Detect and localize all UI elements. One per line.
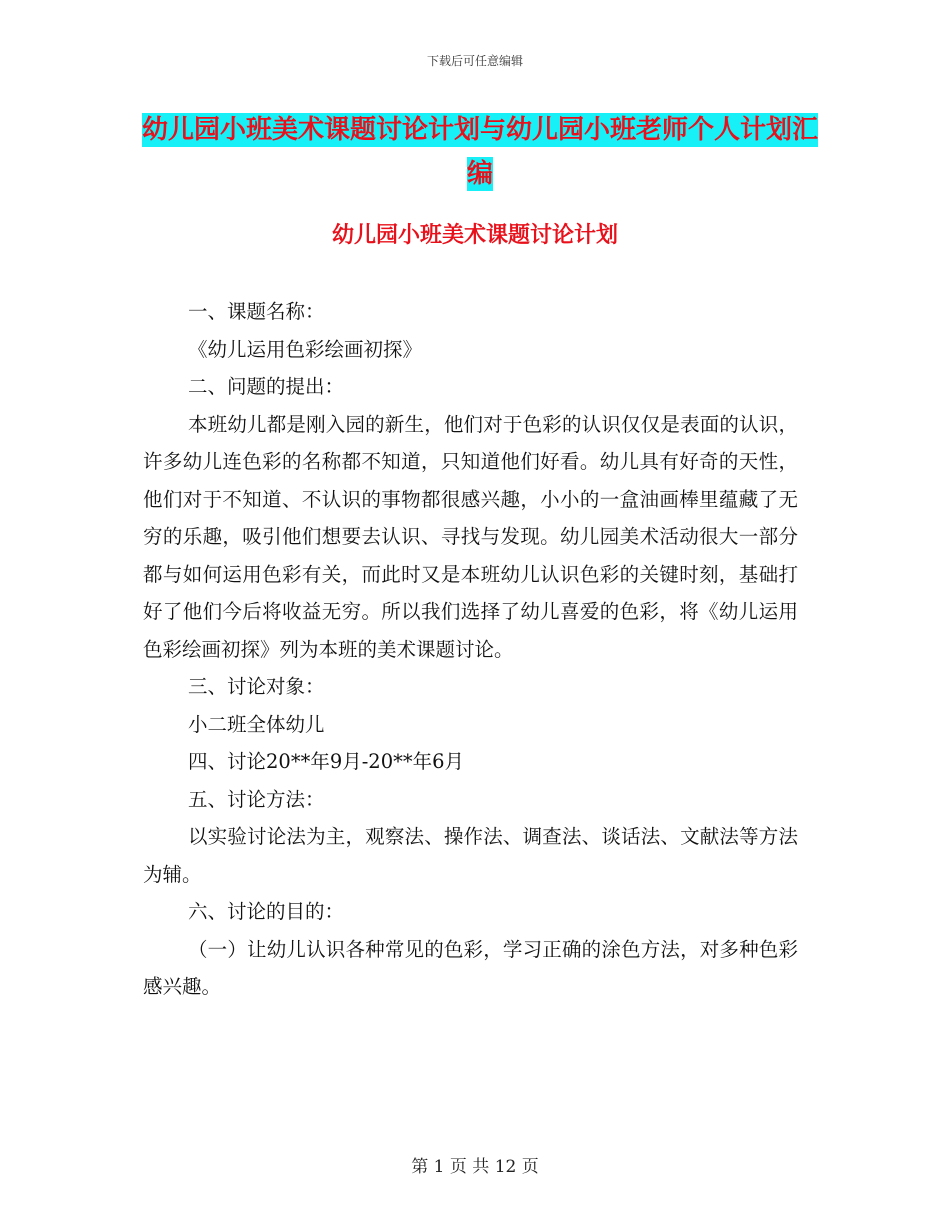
heading-subjects: 三、讨论对象： [188, 675, 325, 698]
document-title [140, 108, 820, 196]
heading-period: 四、讨论20**年9月-20**年6月 [188, 750, 465, 773]
page-footer: 第 1 页 共 12 页 [411, 1157, 539, 1177]
subjects-value: 小二班全体幼儿 [188, 712, 325, 736]
heading-problem: 二、问题的提出： [188, 375, 345, 398]
topic-name-value: 《幼儿运用色彩绘画初探》 [188, 337, 423, 361]
problem-paragraph: 本班幼儿都是刚入园的新生，他们对于色彩的认识仅仅是表面的认识，许多幼儿连色彩的名称都不知道，只知道他们好看。幼儿具有好奇的天性，他们对于不知道、不认识的事物都很感兴趣，小小的一盒油画棒里蕴藏了无穷的乐趣，吸引他们想要去认识、寻找与发现。幼儿园美术活动很大一部分都与如何运用色彩有关，而此时又是本班幼儿认识色彩的关键时刻，基础打好了他们今后将收益无穷。所以我们选择了幼儿喜爱的色彩，将《幼儿运用色彩绘画初探》列为本班的美术课题讨论。 [143, 412, 798, 661]
section-title: 幼儿园小班美术课题讨论计划 [331, 223, 618, 248]
document-body [143, 293, 798, 1006]
document-title-text: 幼儿园小班美术课题讨论计划与幼儿园小班老师个人计划汇编 [141, 115, 818, 189]
heading-topic-name: 一、课题名称： [188, 300, 325, 323]
heading-methods: 五、讨论方法： [188, 787, 325, 811]
heading-goals: 六、讨论的目的： [188, 900, 345, 923]
goal-item-1: （一）让幼儿认识各种常见的色彩，学习正确的涂色方法，对多种色彩感兴趣。 [143, 937, 798, 998]
methods-paragraph: 以实验讨论法为主，观察法、操作法、调查法、谈话法、文献法等方法为辅。 [143, 825, 798, 886]
header-note: 下载后可任意编辑 [426, 54, 523, 68]
